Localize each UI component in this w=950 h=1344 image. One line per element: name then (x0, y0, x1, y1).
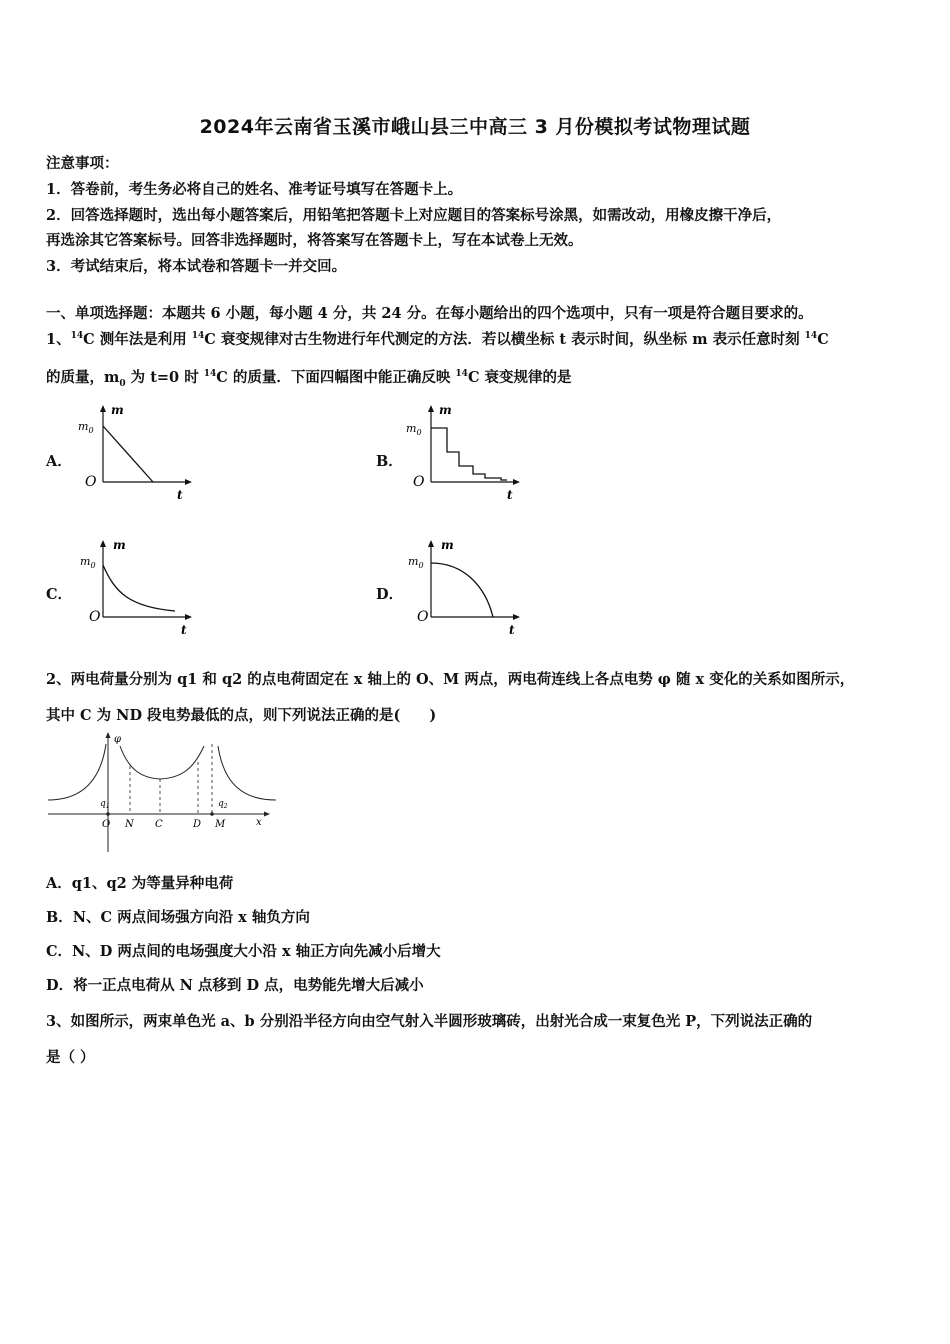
q2-text-line1: 2、两电荷量分别为 q1 和 q2 的点电荷固定在 x 轴上的 O、M 两点，两电荷连线上各点电势 φ 随 x 变化的关系如图所示， (46, 671, 855, 688)
q1-graph-d-m: m (441, 538, 454, 552)
notice-item-1: 1．答卷前，考生务必将自己的姓名、准考证号填写在答题卡上。 (46, 181, 463, 198)
q1-graph-b-m: m (439, 403, 452, 417)
q2-option-b: B．N、C 两点间场强方向沿 x 轴负方向 (46, 909, 310, 926)
q2-graph-n: N (125, 819, 134, 830)
q2-graph-q1: $q_1$ (100, 799, 110, 810)
q1-text-line2: 的质量，$m_0$ 为 t=0 时 $^{14}$C 的质量．下面四幅图中能正确反映 $^{14}$C 衰变规律的是 (46, 369, 572, 389)
q3-text-line2: 是（ ） (46, 1049, 95, 1066)
q1-graph-a-m0: $m_0$ (78, 420, 94, 435)
page-title: 2024年云南省玉溪市峨山县三中高三 3 月份模拟考试物理试题 (199, 116, 751, 138)
q1-graph-c-m: m (113, 538, 126, 552)
q1-text-b: C 衰变规律对古生物进行年代测定的方法．若以横坐标 t 表示时间，纵坐标 m 表示任意时刻 (204, 331, 805, 348)
q1-graph-a-m: m (111, 403, 124, 417)
q1-graph-d (403, 535, 523, 640)
q2-graph-q2: $q_2$ (218, 799, 228, 810)
q2-option-c: C．N、D 两点间的电场强度大小沿 x 轴正方向先减小后增大 (46, 943, 441, 960)
q1-sup: 14 (70, 331, 84, 341)
q2-graph-phi: φ (114, 734, 122, 745)
notice-heading: 注意事项： (46, 155, 119, 172)
q1-graph-a (75, 400, 195, 505)
q1-graph-a-origin: O (85, 474, 97, 490)
q2-graph-o: O (102, 819, 111, 830)
q1-graph-c (75, 535, 195, 640)
q2-graph-c: C (155, 819, 163, 830)
q2-option-a: A．q1、q2 为等量异种电荷 (46, 875, 234, 892)
q2-option-d: D．将一正点电荷从 N 点移到 D 点，电势能先增大后减小 (46, 977, 424, 994)
q1-graph-a-t: t (177, 488, 183, 502)
q1-option-a-label: A． (46, 453, 72, 470)
q1-text-a: C 测年法是利用 (83, 331, 192, 348)
q1-option-c-label: C． (46, 586, 73, 603)
q1-graph-b (403, 400, 523, 505)
q1-graph-b-m0: $m_0$ (406, 422, 422, 437)
notice-item-2: 2．回答选择题时，选出每小题答案后，用铅笔把答题卡上对应题目的答案标号涂黑，如需改动，用橡皮擦干净后， (46, 207, 782, 224)
q1-number: 1、 (46, 331, 71, 348)
q1-sup: 14 (804, 331, 818, 341)
q1-graph-b-origin: O (413, 474, 425, 490)
notice-item-3: 3．考试结束后，将本试卷和答题卡一并交回。 (46, 258, 347, 275)
q3-text-line1: 3、如图所示，两束单色光 a、b 分别沿半径方向由空气射入半圆形玻璃砖，出射光合成一束复色光 P，下列说法正确的 (46, 1013, 813, 1030)
q1-option-d-label: D． (376, 586, 404, 603)
q2-potential-graph (44, 730, 284, 855)
q1-graph-d-origin: O (417, 609, 429, 625)
q1-graph-d-t: t (509, 623, 515, 637)
notice-item-2-cont: 再选涂其它答案标号。回答非选择题时，将答案写在答题卡上，写在本试卷上无效。 (46, 232, 583, 249)
q1-graph-d-m0: $m_0$ (408, 555, 424, 570)
q1-graph-c-origin: O (89, 609, 101, 625)
q1-graph-c-t: t (181, 623, 187, 637)
section-heading: 一、单项选择题：本题共 6 小题，每小题 4 分，共 24 分。在每小题给出的四个选项中，只有一项是符合题目要求的。 (46, 305, 813, 322)
q1-graph-c-m0: $m_0$ (80, 555, 96, 570)
q1-text-line1: 1、$^{14}$C 测年法是利用 $^{14}$C 衰变规律对古生物进行年代测定的方法．若以横坐标 t 表示时间，纵坐标 m 表示任意时刻 $^{14}$C (46, 331, 829, 348)
q1-option-b-label: B． (376, 453, 403, 470)
q2-graph-d: D (193, 819, 202, 830)
q1-graph-b-t: t (507, 488, 513, 502)
q2-graph-m: M (215, 819, 226, 830)
q2-text-line2: 其中 C 为 ND 段电势最低的点，则下列说法正确的是( ) (46, 707, 437, 724)
q2-graph-x: x (256, 817, 262, 828)
q1-sup: 14 (191, 331, 205, 341)
